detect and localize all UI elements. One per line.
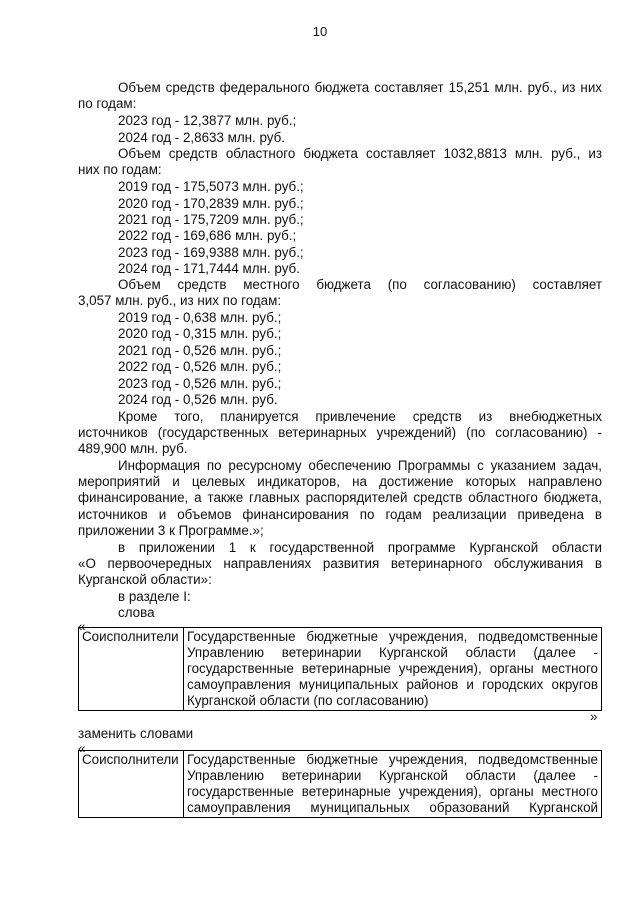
words-line: слова	[118, 605, 155, 620]
page-number: 10	[312, 24, 328, 39]
local-year-2023: 2023 год - 0,526 млн. руб.;	[118, 376, 282, 391]
extra-line-1: Кроме того, планируется привлечение средств из внебюджетных	[118, 409, 602, 424]
table-new-line-4: самоуправления муниципальных образований Курганской	[187, 800, 598, 815]
federal-line-1: Объем средств федерального бюджета составляет 15,251 млн. руб., из них	[118, 80, 602, 95]
local-year-2020: 2020 год - 0,315 млн. руб.;	[118, 326, 282, 341]
table-old-line-4: самоуправления муниципальных районов и городских округов	[187, 677, 598, 692]
federal-year-2023: 2023 год - 12,3877 млн. руб.;	[118, 113, 297, 128]
info-line-5: приложении 3 к Программе.»;	[78, 523, 264, 538]
close-quote: »	[590, 709, 598, 724]
table-new-label: Соисполнители	[79, 751, 184, 818]
open-quote-1: «	[78, 619, 86, 634]
federal-line-2: по годам:	[78, 96, 137, 111]
regional-year-2023: 2023 год - 169,9388 млн. руб.;	[118, 245, 304, 260]
local-year-2019: 2019 год - 0,638 млн. руб.;	[118, 310, 282, 325]
table-old-label: Соисполнители	[79, 628, 184, 711]
local-year-2024: 2024 год - 0,526 млн. руб.	[118, 392, 278, 407]
federal-year-2024: 2024 год - 2,8633 млн. руб.	[118, 130, 286, 145]
table-new-line-1: Государственные бюджетные учреждения, подведомственные	[187, 752, 598, 767]
regional-year-2024: 2024 год - 171,7444 млн. руб.	[118, 261, 300, 276]
local-year-2022: 2022 год - 0,526 млн. руб.;	[118, 359, 282, 374]
regional-line-1: Объем средств областного бюджета составляет 1032,8813 млн. руб., из	[118, 146, 602, 161]
info-line-3: финансирование, а также главных распорядителей средств областного бюджета,	[78, 490, 602, 505]
table-new-line-2: Управлению ветеринарии Курганской области (далее -	[187, 768, 598, 783]
item3-line-3: Курганской области»:	[78, 572, 212, 587]
item3-line-1: в приложении 1 к государственной программе Курганской области	[118, 540, 602, 555]
table-old	[78, 627, 602, 711]
table-old-line-5: Курганской области (по согласованию)	[187, 693, 429, 708]
regional-year-2022: 2022 год - 169,686 млн. руб.;	[118, 228, 297, 243]
table-row	[79, 628, 602, 711]
info-line-2: мероприятий и целевых индикаторов, на достижение которых направлено	[78, 474, 602, 489]
table-old-line-2: Управлению ветеринарии Курганской области (далее -	[187, 645, 598, 660]
local-year-2021: 2021 год - 0,526 млн. руб.;	[118, 343, 282, 358]
regional-year-2020: 2020 год - 170,2839 млн. руб.;	[118, 196, 304, 211]
table-old-line-3: государственные ветеринарные учреждения), органы местного	[187, 661, 598, 676]
local-line-1: Объем средств местного бюджета (по согласованию) составляет	[118, 277, 602, 292]
extra-line-2: источников (государственных ветеринарных учреждений) (по согласованию) -	[78, 425, 602, 440]
info-line-4: источников и объемов финансирования по годам реализации приведена в	[78, 507, 602, 522]
regional-year-2021: 2021 год - 175,7209 млн. руб.;	[118, 212, 304, 227]
open-quote-2: «	[78, 741, 86, 756]
section-line: в разделе I:	[118, 589, 191, 604]
extra-line-3: 489,900 млн. руб.	[78, 441, 188, 456]
table-new-line-3: государственные ветеринарные учреждения), органы местного	[187, 784, 598, 799]
table-new	[78, 750, 602, 818]
table-new-content	[184, 751, 602, 818]
regional-line-2: них по годам:	[78, 162, 162, 177]
table-row	[79, 751, 602, 818]
table-old-line-1: Государственные бюджетные учреждения, подведомственные	[187, 629, 598, 644]
table-old-content	[184, 628, 602, 711]
local-line-2: 3,057 млн. руб., из них по годам:	[78, 293, 282, 308]
regional-year-2019: 2019 год - 175,5073 млн. руб.;	[118, 179, 304, 194]
item3-line-2: «О первоочередных направлениях развития ветеринарного обслуживания в	[78, 556, 602, 571]
replace-line: заменить словами	[78, 726, 194, 741]
info-line-1: Информация по ресурсному обеспечению Программы с указанием задач,	[118, 458, 602, 473]
